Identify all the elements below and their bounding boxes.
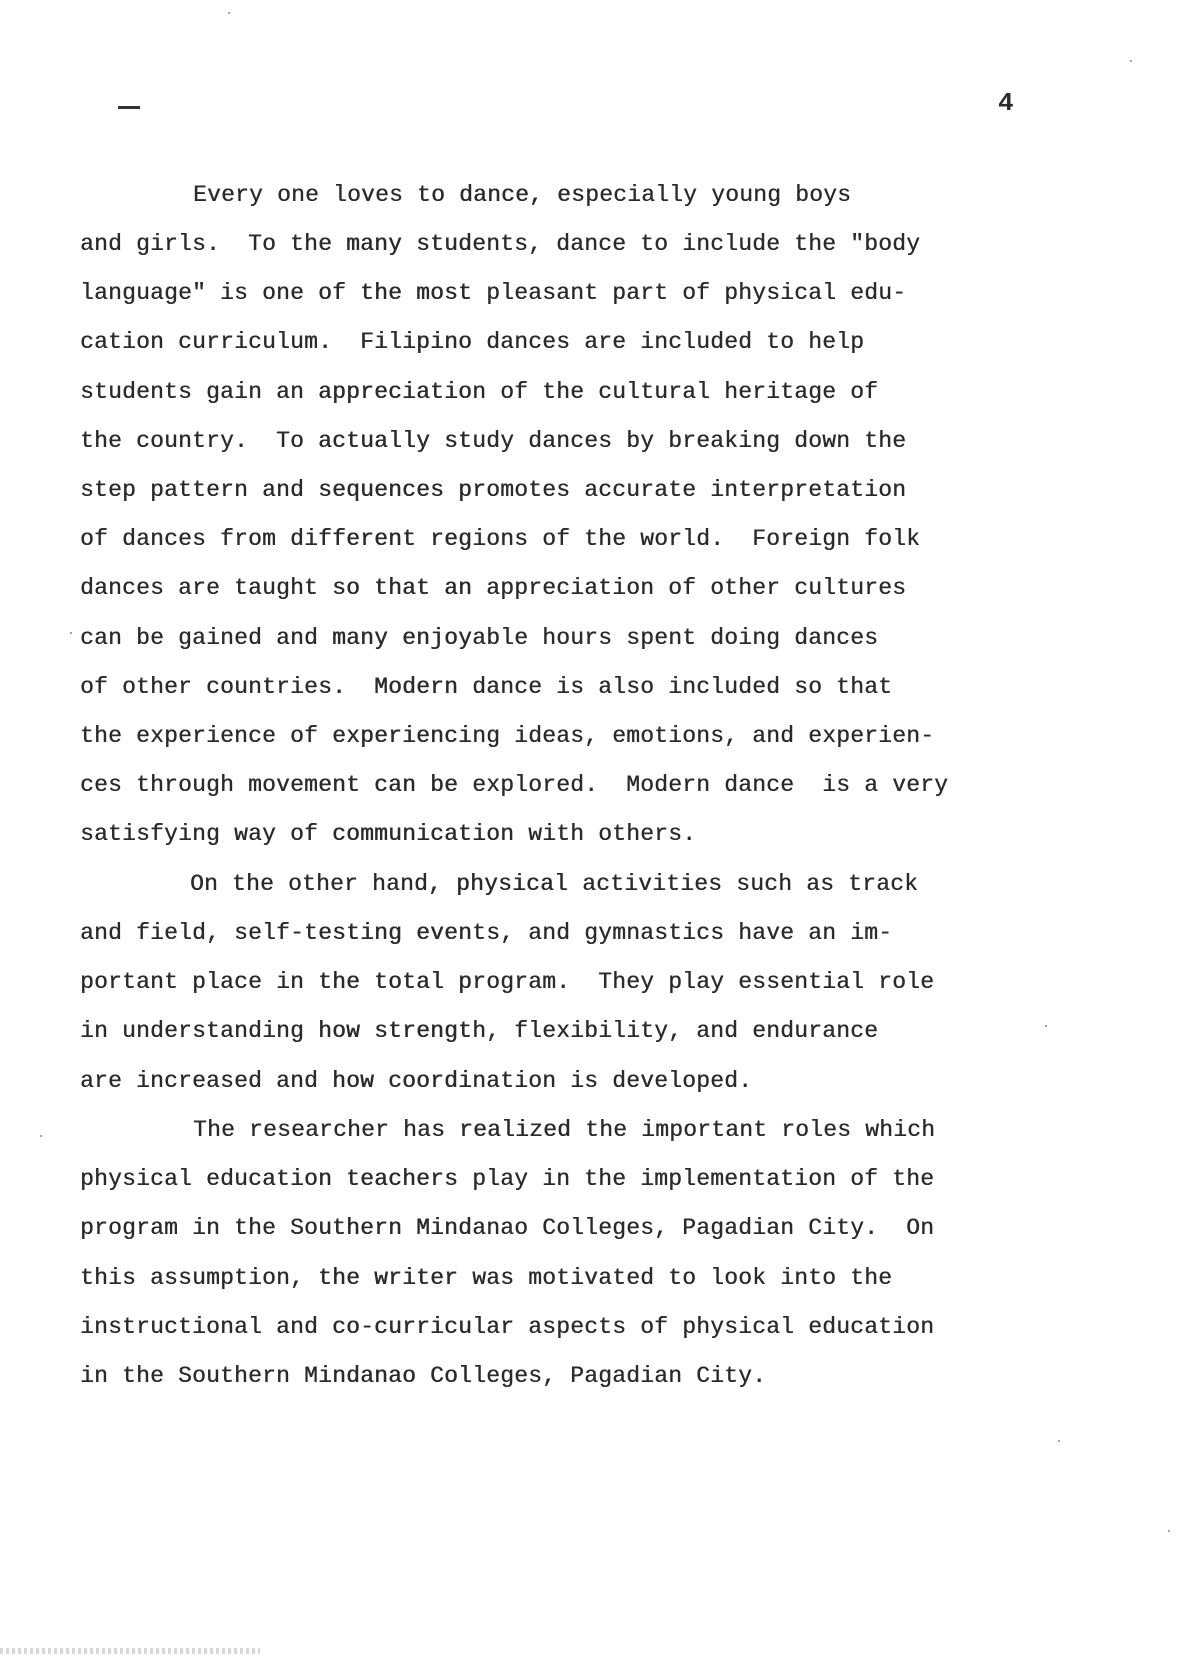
scan-speck [1058,1440,1060,1442]
text-line: in the Southern Mindanao Colleges, Pagadian City. [80,1363,767,1389]
text-line: cation curriculum. Filipino dances are included to help [80,329,865,355]
text-line: this assumption, the writer was motivated to look into the [80,1265,893,1291]
page-number: 4 [998,88,1014,118]
text-line: satisfying way of communication with others. [80,821,697,847]
scan-speck [70,632,72,634]
text-line: and field, self-testing events, and gymnastics have an im- [80,920,893,946]
text-line: students gain an appreciation of the cultural heritage of [80,379,879,405]
text-line: are increased and how coordination is developed. [80,1068,753,1094]
text-line: and girls. To the many students, dance to include the "body [80,231,921,257]
text-line: program in the Southern Mindanao Colleges, Pagadian City. On [80,1215,935,1241]
scan-speck [1168,1530,1170,1532]
text-line: ces through movement can be explored. Modern dance is a very [80,772,949,798]
text-line: physical education teachers play in the implementation of the [80,1166,935,1192]
text-line: of other countries. Modern dance is also included so that [80,674,893,700]
text-line: portant place in the total program. They play essential role [80,969,935,995]
text-line: the experience of experiencing ideas, emotions, and experien- [80,723,935,749]
text-line: dances are taught so that an appreciation of other cultures [80,575,907,601]
text-line: language" is one of the most pleasant part of physical edu- [80,280,907,306]
scan-speck [1130,60,1132,62]
text-line: of dances from different regions of the world. Foreign folk [80,526,921,552]
scan-speck [1045,1025,1047,1027]
text-line: On the other hand, physical activities such as track [190,871,919,897]
text-line: instructional and co-curricular aspects of physical education [80,1314,935,1340]
header-dash [118,106,140,109]
text-line: Every one loves to dance, especially young boys [193,182,852,208]
text-line: step pattern and sequences promotes accurate interpretation [80,477,907,503]
text-line: The researcher has realized the important roles which [193,1117,936,1143]
scan-speck [228,12,230,14]
scan-footer-strip [0,1648,260,1654]
text-line: can be gained and many enjoyable hours spent doing dances [80,625,879,651]
text-line: in understanding how strength, flexibility, and endurance [80,1018,879,1044]
scan-speck [40,1135,42,1137]
text-line: the country. To actually study dances by breaking down the [80,428,907,454]
